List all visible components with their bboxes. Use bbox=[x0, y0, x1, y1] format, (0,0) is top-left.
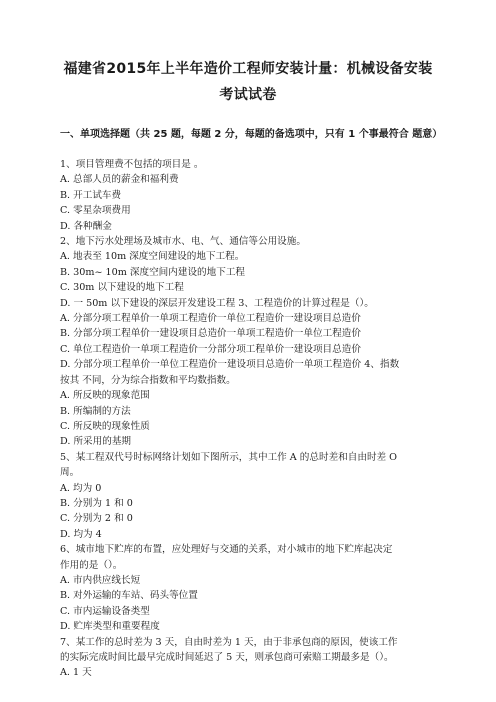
text-line: C. 分别为 2 和 0 bbox=[60, 513, 133, 525]
text-line: D. 贮库类型和重要程度 bbox=[60, 621, 160, 633]
text-line: D. 均为 4 bbox=[60, 528, 102, 540]
text-line: 1、项目管理费不包括的项目是 。 bbox=[60, 159, 204, 170]
text-line: B. 对外运输的车站、码头等位置 bbox=[60, 590, 198, 602]
text-line: 按其 不同，分为综合指数和平均数指数。 bbox=[60, 374, 236, 386]
section-heading: 一、单项选择题（共 25 题，每题 2 分，每题的备选项中，只有 1 个事最符合 题意） bbox=[60, 129, 443, 140]
text-line: 5、某工程双代号时标网络计划如下图所示，其中工作 A 的总时差和自由时差 O bbox=[60, 451, 398, 463]
text-line: 6、城市地下贮库的布置，应处理好与交通的关系，对小城市的地下贮库起决定 bbox=[60, 544, 393, 556]
text-line: 7、某工作的总时差为 3 天，自由时差为 1 天，由于非承包商的原因，使该工作 bbox=[60, 636, 398, 648]
text-line: C. 所反映的现象性质 bbox=[60, 420, 150, 432]
text-line: A. 均为 0 bbox=[60, 482, 102, 494]
document-subtitle: 考试试卷 bbox=[219, 87, 277, 103]
text-line: 周。 bbox=[60, 467, 80, 479]
text-line: B. 30m~ 10m 深度空间内建设的地下工程 bbox=[60, 266, 246, 278]
text-line: C. 市内运输设备类型 bbox=[60, 605, 150, 617]
text-line: 2、地下污水处理场及城市水、电、气、通信等公用设施。 bbox=[60, 236, 306, 248]
text-line: B. 分别为 1 和 0 bbox=[60, 497, 133, 509]
document-title: 福建省2015年上半年造价工程师安装计量：机械设备安装 bbox=[63, 61, 433, 77]
text-line: D. 各种酬金 bbox=[60, 220, 112, 232]
text-line: A. 总部人员的薪金和福利费 bbox=[60, 174, 179, 186]
text-line: C. 30m 以下建设的地下工程 bbox=[60, 282, 184, 294]
text-line: C. 零星杂项费用 bbox=[60, 205, 131, 217]
text-line: A. 所反映的现象范围 bbox=[60, 390, 150, 402]
text-line: C. 单位工程造价一单项工程造价一分部分项工程单价一建设项目总造价 bbox=[60, 343, 361, 355]
text-line: D. 一 50m 以下建设的深层开发建设工程 3、工程造价的计算过程是（）。 bbox=[60, 297, 374, 309]
question-body bbox=[60, 157, 444, 681]
text-line: A. 分部分项工程单价一单项工程造价一单位工程造价一建设项目总造价 bbox=[60, 313, 361, 325]
text-line: D. 所采用的基期 bbox=[60, 436, 132, 448]
text-line: A. 市内供应线长短 bbox=[60, 574, 141, 586]
text-line: A. 1 天 bbox=[60, 667, 92, 679]
text-line: 的实际完成时间比最早完成时间延迟了 5 天，则承包商可索赔工期最多是（）。 bbox=[60, 652, 394, 663]
text-line: B. 开工试车费 bbox=[60, 189, 122, 201]
text-line: B. 分部分项工程单价一建设项目总造价一单项工程造价一单位工程造价 bbox=[60, 328, 361, 340]
text-line: D. 分部分项工程单价一单位工程造价一建设项目总造价一单项工程造价 4、指数 bbox=[60, 359, 400, 371]
text-line: A. 地表至 10m 深度空间建设的地下工程。 bbox=[60, 251, 245, 263]
text-line: 作用的是（）。 bbox=[60, 559, 123, 571]
text-line: B. 所编制的方法 bbox=[60, 405, 131, 417]
